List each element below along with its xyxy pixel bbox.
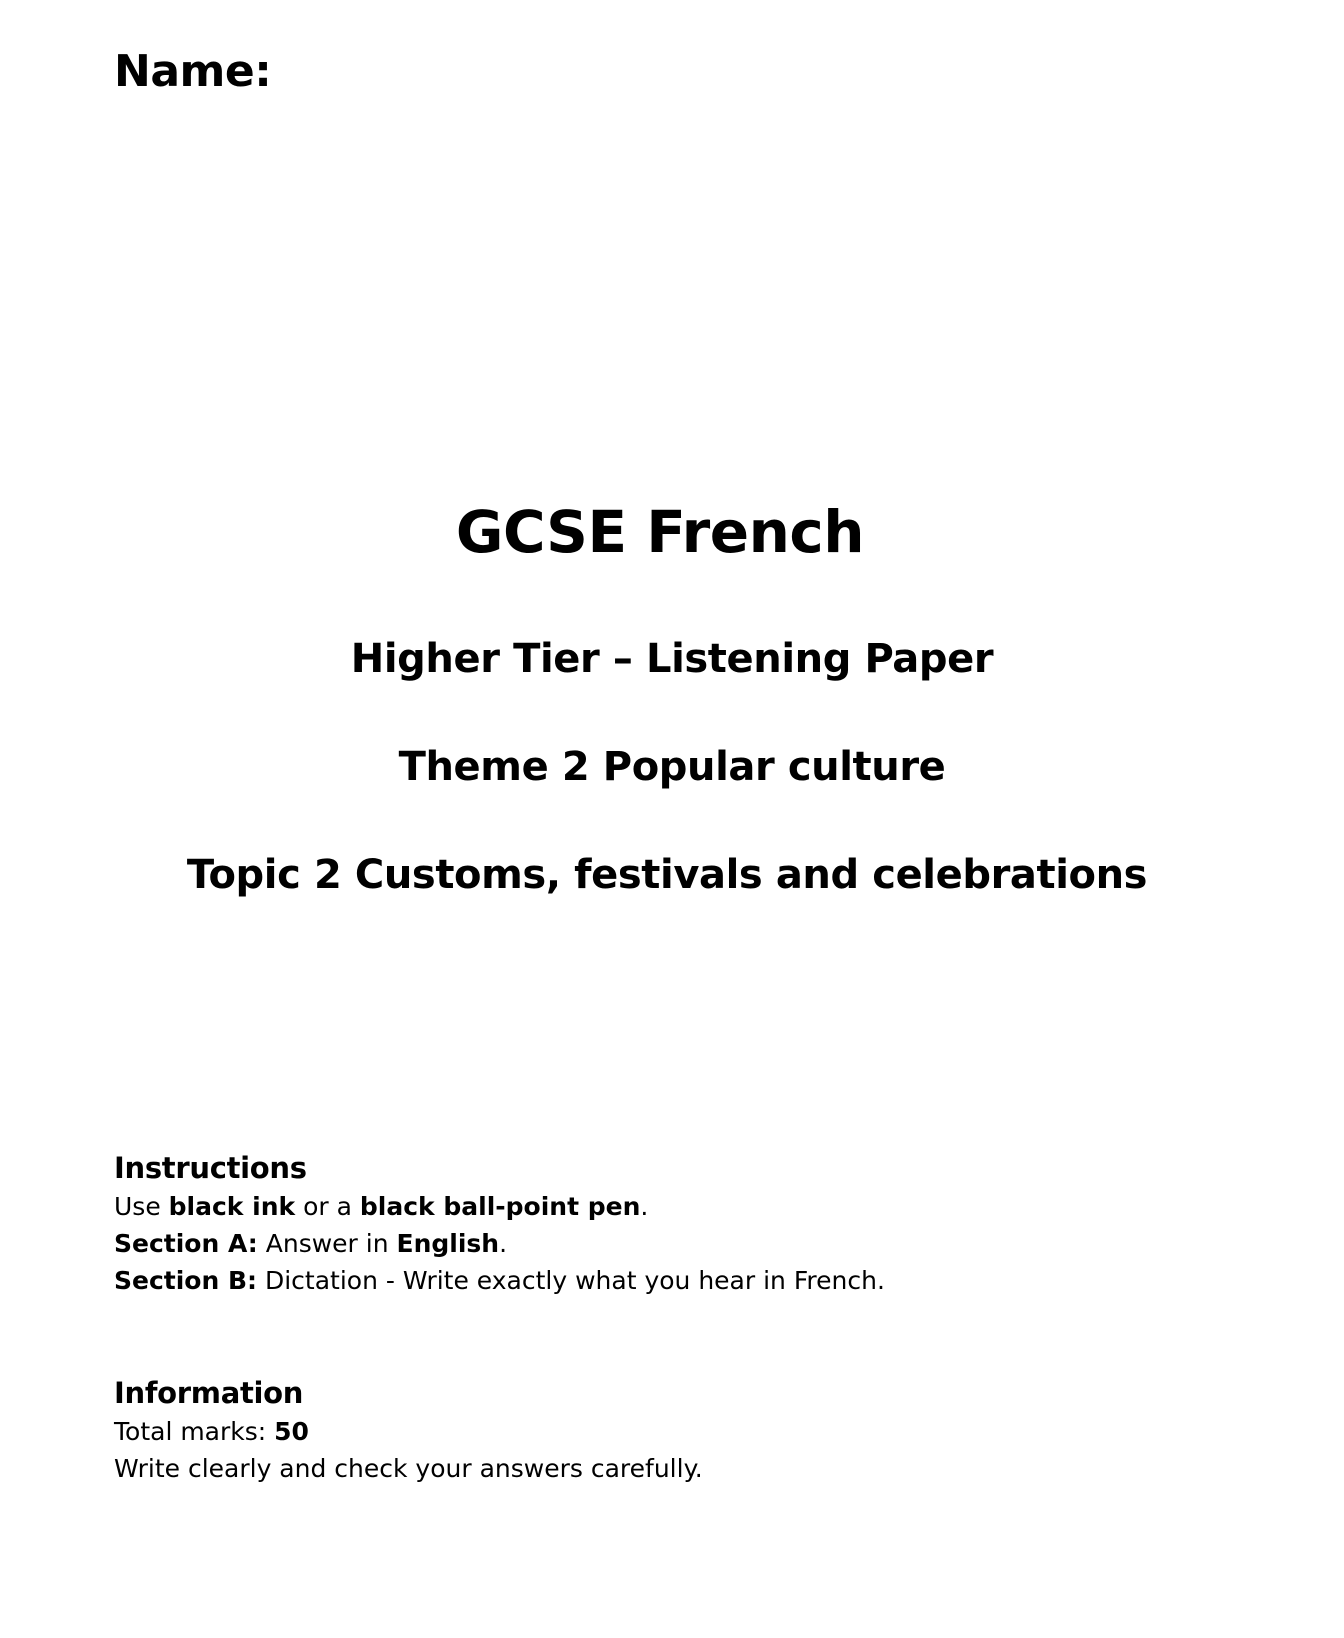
instruction-section-b xyxy=(114,1262,885,1299)
section-b-label: Section B: xyxy=(114,1266,258,1295)
instruction-text: Dictation - Write exactly what you hear in French. xyxy=(257,1266,885,1295)
information-note: Write clearly and check your answers carefully. xyxy=(114,1454,703,1483)
topic-subtitle: Topic 2 Customs, festivals and celebrations xyxy=(186,852,1148,898)
name-label: Name: xyxy=(114,46,272,97)
information-heading: Information xyxy=(114,1376,304,1410)
theme-subtitle: Theme 2 Popular culture xyxy=(398,744,946,790)
section-a-label: Section A: xyxy=(114,1229,258,1258)
instruction-emphasis: English xyxy=(396,1229,500,1258)
total-marks xyxy=(114,1413,703,1450)
instruction-text: Use xyxy=(114,1192,169,1221)
instruction-section-a xyxy=(114,1225,885,1262)
total-marks-label: Total marks: xyxy=(114,1417,275,1446)
instruction-emphasis: black ball-point pen xyxy=(359,1192,641,1221)
information-section xyxy=(114,1373,703,1487)
instruction-text: . xyxy=(499,1229,508,1258)
tier-subtitle: Higher Tier – Listening Paper xyxy=(350,636,994,682)
total-marks-value: 50 xyxy=(274,1417,309,1446)
instruction-text: . xyxy=(640,1192,649,1221)
instruction-text: or a xyxy=(295,1192,360,1221)
instructions-heading: Instructions xyxy=(114,1151,307,1185)
instruction-emphasis: black ink xyxy=(168,1192,296,1221)
page-title: GCSE French xyxy=(455,498,865,566)
instructions-section xyxy=(114,1148,885,1299)
instruction-ink xyxy=(114,1188,885,1225)
instruction-text: Answer in xyxy=(257,1229,397,1258)
